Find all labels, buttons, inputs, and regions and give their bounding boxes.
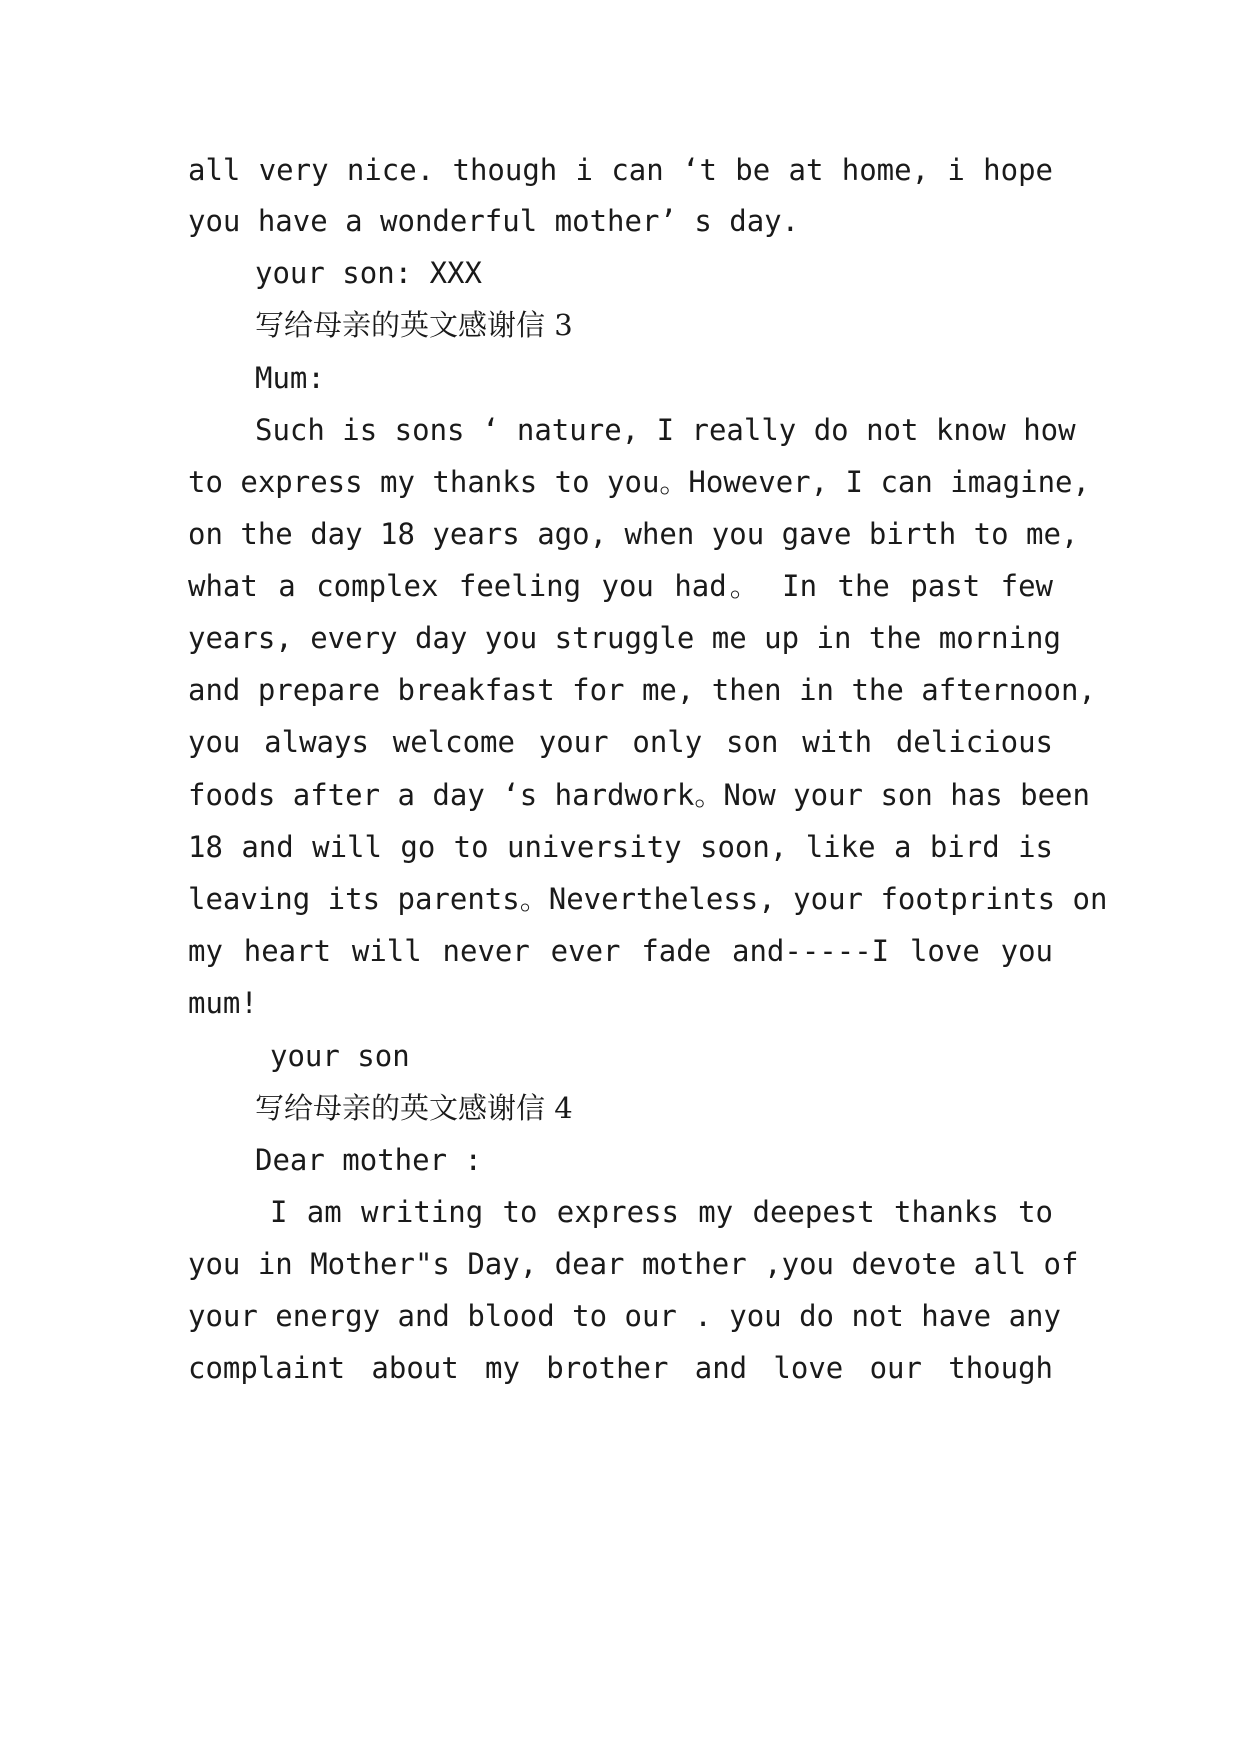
text-line: your energy and blood to our . you do not have any	[188, 1299, 1061, 1333]
signature-line: your son	[270, 1039, 410, 1073]
text-line: you have a wonderful mother’ s day.	[188, 204, 800, 238]
text-line: 18 and will go to university soon, like a bird is	[188, 830, 1053, 864]
text-line: you in Mother"s Day, dear mother ,you devote all of	[188, 1247, 1079, 1281]
text-line: my heart will never ever fade and-----I love you	[188, 934, 1053, 968]
text-line: complaint about my brother and love our though	[188, 1351, 1053, 1385]
text-line: foods after a day ‘s hardwork。Now your son has been	[188, 778, 1090, 812]
text-line: leaving its parents。Nevertheless, your footprints on	[188, 882, 1108, 916]
text-line: to express my thanks to you。However, I can imagine,	[188, 465, 1090, 499]
text-line: you always welcome your only son with delicious	[188, 725, 1053, 759]
salutation: Dear mother :	[255, 1143, 482, 1177]
signature-line: your son: XXX	[255, 256, 482, 290]
text-line: on the day 18 years ago, when you gave birth to me,	[188, 517, 1079, 551]
salutation: Mum:	[255, 361, 325, 395]
text-line: mum!	[188, 986, 258, 1020]
text-line: what a complex feeling you had。 In the past few	[188, 569, 1053, 603]
letter-heading: 写给母亲的英文感谢信 3	[255, 308, 573, 342]
text-line: years, every day you struggle me up in the morning	[188, 621, 1061, 655]
text-line: I am writing to express my deepest thanks to	[270, 1195, 1053, 1229]
text-line: all very nice. though i can ‘t be at home, i hope	[188, 153, 1053, 187]
text-line: Such is sons ‘ nature, I really do not know how	[255, 413, 1076, 447]
text-line: and prepare breakfast for me, then in the afternoon,	[188, 673, 1096, 707]
letter-heading: 写给母亲的英文感谢信 4	[255, 1091, 573, 1125]
